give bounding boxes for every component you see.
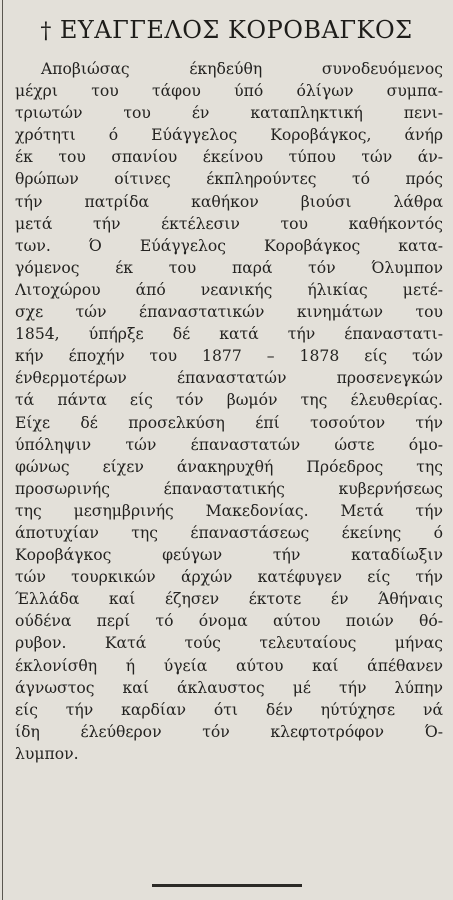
obituary-headline: [0, 16, 453, 44]
article-line: 1854, ύπήρξε δέ κατά τήν έπαναστατι-: [15, 325, 443, 344]
article-line: τήν πατρίδα καθήκον βιούσι λάθρα: [15, 192, 443, 211]
article-line: φώνως είχεν άνακηρυχθή Πρόεδρος της: [15, 457, 443, 476]
article-line: έκ του σπανίου έκείνου τύπου τών άν-: [15, 148, 443, 167]
article-line: μέχρι του τάφου ύπό όλίγων συμπα-: [15, 82, 443, 101]
article-line: χρότητι ό Εύάγγελος Κοροβάγκος, άνήρ: [15, 126, 443, 145]
headline-title: ΕΥΑΓΓΕΛΟΣ ΚΟΡΟΒΑΓΚΟΣ: [59, 16, 413, 44]
article-line: θρώπων οίτινες έκπληρούντες τό πρός: [15, 170, 443, 189]
article-line: Λιτοχώρου άπό νεανικής ήλικίας μετέ-: [15, 280, 443, 299]
obituary-article: [15, 58, 443, 765]
cross-icon: †: [40, 19, 52, 44]
article-line: Είχε δέ προσελκύση έπί τοσούτον τήν: [15, 413, 443, 432]
column-rule: [2, 0, 3, 900]
article-line: της μεσημβρινής Μακεδονίας. Μετά τήν: [15, 501, 443, 520]
article-line: προσωρινής έπαναστατικής κυβερνήσεως: [15, 479, 443, 498]
article-line: ένθερμοτέρων έπαναστατών προσενεγκών: [15, 369, 443, 388]
article-line: Κοροβάγκος φεύγων τήν καταδίωξιν: [15, 546, 443, 565]
article-line: ρυβον. Κατά τούς τελευταίους μήνας: [15, 634, 443, 653]
article-line: γόμενος έκ του παρά τόν Όλυμπον: [15, 258, 443, 277]
article-line: ύπόληψιν τών έπαναστατών ώστε όμο-: [15, 435, 443, 454]
article-line: τά πάντα είς τόν βωμόν της έλευθερίας.: [15, 391, 443, 410]
article-line: ούδένα περί τό όνομα αύτου ποιών θό-: [15, 612, 443, 631]
article-line: σχε τών έπαναστατικών κινημάτων του: [15, 303, 443, 322]
article-line: μετά τήν έκτέλεσιν του καθήκοντός: [15, 214, 443, 233]
article-line: κήν έποχήν του 1877 – 1878 είς τών: [15, 347, 443, 366]
article-line: Έλλάδα καί έζησεν έκτοτε έν Άθήναις: [15, 590, 443, 609]
article-line: των. Ό Εύάγγελος Κοροβάγκος κατα-: [15, 236, 443, 255]
section-divider: [152, 884, 302, 887]
article-line: λυμπον.: [15, 744, 79, 763]
article-line: είς τήν καρδίαν ότι δέν ηύτύχησε νά: [15, 700, 443, 719]
article-line: Αποβιώσας έκηδεύθη συνοδευόμενος: [41, 60, 443, 78]
article-line: άποτυχίαν της έπαναστάσεως έκείνης ό: [15, 523, 443, 542]
article-line: τριωτών του έν καταπληκτική πενι-: [15, 104, 443, 123]
article-line: ίδη έλεύθερον τόν κλεφτοτρόφον Ό-: [15, 722, 443, 741]
article-line: έκλονίσθη ή ύγεία αύτου καί άπέθανεν: [15, 656, 443, 675]
article-line: τών τουρκικών άρχών κατέφυγεν είς τήν: [15, 568, 443, 587]
article-line: άγνωστος καί άκλαυστος μέ τήν λύπην: [15, 678, 443, 697]
